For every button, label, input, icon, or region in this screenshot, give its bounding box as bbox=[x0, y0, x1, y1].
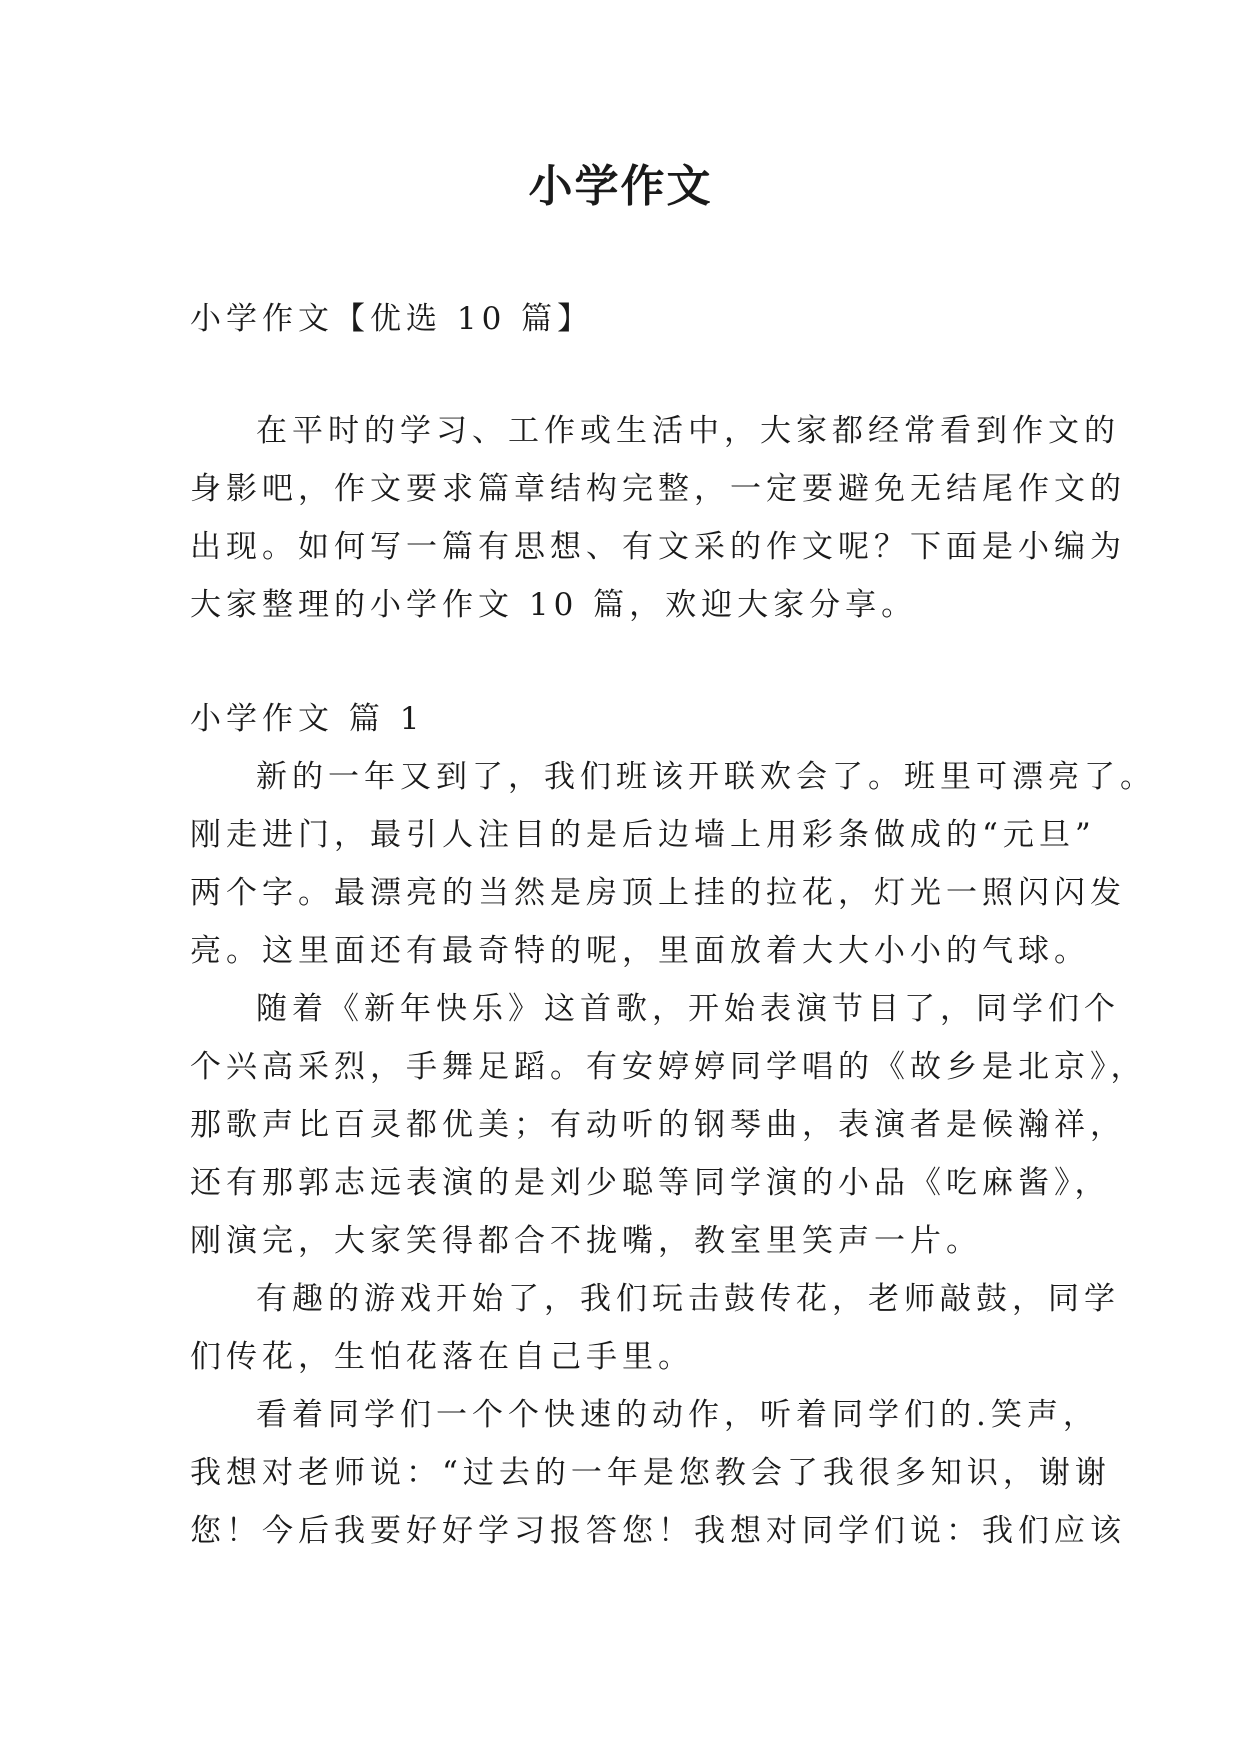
essay-paragraph bbox=[190, 1386, 1126, 1560]
paragraph-line: 个兴高采烈，手舞足蹈。有安婷婷同学唱的《故乡是北京》， bbox=[190, 1049, 1147, 1085]
section-heading: 小学作文 篇 1 bbox=[190, 701, 425, 737]
intro-line: 在平时的学习、工作或生活中，大家都经常看到作文的 bbox=[256, 413, 1120, 449]
essay-paragraph bbox=[190, 980, 1147, 1270]
paragraph-line: 有趣的游戏开始了，我们玩击鼓传花，老师敲鼓，同学 bbox=[256, 1281, 1120, 1317]
paragraph-line: 亮。这里面还有最奇特的呢，里面放着大大小小的气球。 bbox=[190, 933, 1090, 969]
paragraph-line: 随着《新年快乐》这首歌，开始表演节目了，同学们个 bbox=[256, 991, 1120, 1027]
paragraph-line: 们传花，生怕花落在自己手里。 bbox=[190, 1339, 694, 1375]
paragraph-line: 刚演完，大家笑得都合不拢嘴，教室里笑声一片。 bbox=[190, 1223, 982, 1259]
paragraph-line: 两个字。最漂亮的当然是房顶上挂的拉花，灯光一照闪闪发 bbox=[190, 875, 1126, 911]
paragraph-line: 刚走进门，最引人注目的是后边墙上用彩条做成的“元旦” bbox=[190, 817, 1096, 853]
paragraph-line: 还有那郭志远表演的是刘少聪等同学演的小品《吃麻酱》， bbox=[190, 1165, 1111, 1201]
essay-paragraph bbox=[190, 1270, 1120, 1386]
document-subtitle: 小学作文【优选 10 篇】 bbox=[190, 301, 594, 337]
paragraph-line: 新的一年又到了，我们班该开联欢会了。班里可漂亮了。 bbox=[256, 759, 1156, 795]
intro-line: 身影吧，作文要求篇章结构完整，一定要避免无结尾作文的 bbox=[190, 471, 1126, 507]
document-title: 小学作文 bbox=[528, 161, 713, 212]
paragraph-line: 我想对老师说：“过去的一年是您教会了我很多知识，谢谢 bbox=[190, 1455, 1111, 1491]
intro-line: 出现。如何写一篇有思想、有文采的作文呢？下面是小编为 bbox=[190, 529, 1126, 565]
intro-line: 大家整理的小学作文 10 篇，欢迎大家分享。 bbox=[190, 587, 918, 623]
intro-paragraph bbox=[190, 402, 1126, 634]
paragraph-line: 那歌声比百灵都优美；有动听的钢琴曲，表演者是候瀚祥， bbox=[190, 1107, 1126, 1143]
document-body bbox=[190, 290, 1156, 1560]
paragraph-line: 您！今后我要好好学习报答您！我想对同学们说：我们应该 bbox=[190, 1513, 1126, 1549]
essay-paragraph bbox=[190, 748, 1156, 980]
paragraph-line: 看着同学们一个个快速的动作，听着同学们的.笑声， bbox=[256, 1397, 1099, 1433]
